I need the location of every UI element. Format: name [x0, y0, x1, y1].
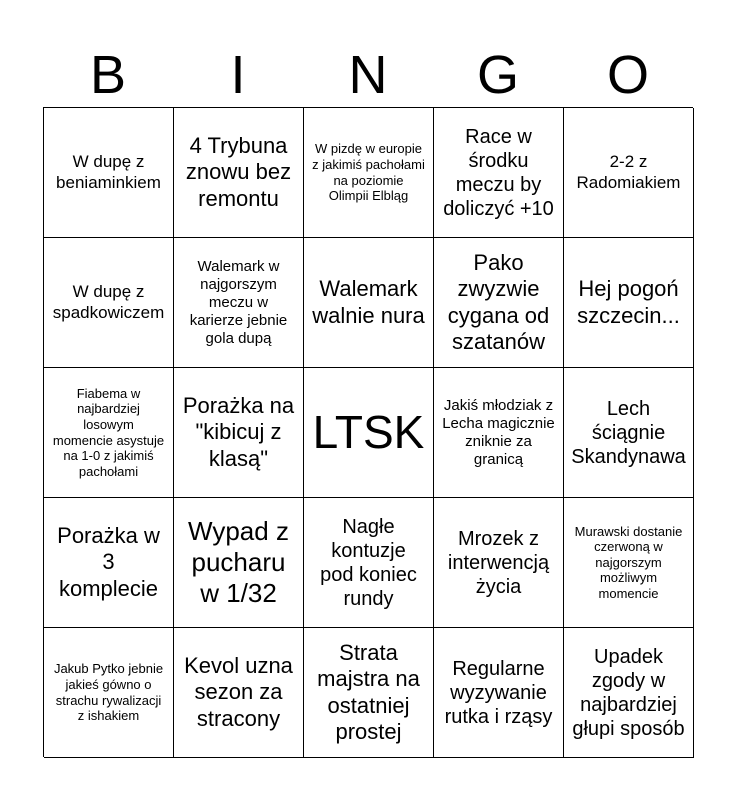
cell-text: Jakub Pytko jebnie jakieś gówno o strachu rywalizacji z ishakiem	[53, 661, 164, 724]
bingo-title	[43, 44, 693, 106]
cell-text: 2-2 z Radomiakiem	[576, 152, 681, 192]
cell-text: Porażka w 3 komplecie	[57, 522, 160, 601]
bingo-cell[interactable]	[174, 368, 304, 498]
cell-text: Porażka na "kibicuj z klasą"	[182, 392, 295, 471]
cell-text: Pako zwyzwie cygana od szatanów	[447, 249, 550, 354]
cell-text: Race w środku meczu by doliczyć +10	[443, 125, 554, 220]
cell-text: 4 Trybuna znowu bez remontu	[185, 132, 292, 211]
bingo-cell[interactable]	[564, 238, 694, 368]
title-letter-g: G	[476, 45, 519, 105]
bingo-cell[interactable]	[434, 368, 564, 498]
bingo-cell[interactable]	[304, 498, 434, 628]
cell-text: Upadek zgody w najbardziej głupi sposób	[572, 645, 685, 740]
bingo-cell[interactable]	[304, 108, 434, 238]
cell-text: Murawski dostanie czerwoną w najgorszym możliwym momencie	[574, 523, 683, 601]
bingo-cell[interactable]	[564, 628, 694, 758]
cell-text: Walemark w najgorszym meczu w karierze jebnie gola dupą	[189, 257, 288, 347]
bingo-cell[interactable]	[434, 238, 564, 368]
bingo-cell[interactable]	[44, 238, 174, 368]
bingo-cell[interactable]	[564, 498, 694, 628]
cell-text: Kevol uzna sezon za stracony	[184, 652, 293, 731]
bingo-cell[interactable]	[44, 108, 174, 238]
cell-text: Fiabema w najbardziej losowym momencie asystuje na 1-0 z jakimiś pachołami	[52, 385, 165, 479]
cell-text: Walemark walnie nura	[312, 276, 425, 328]
title-letter-o: O	[606, 45, 649, 105]
title-letter-n: N	[348, 45, 388, 105]
bingo-cell[interactable]	[564, 108, 694, 238]
bingo-cell[interactable]	[304, 238, 434, 368]
bingo-cell[interactable]	[174, 108, 304, 238]
bingo-free-cell[interactable]	[304, 368, 434, 498]
bingo-cell[interactable]	[434, 628, 564, 758]
bingo-cell[interactable]	[44, 628, 174, 758]
cell-text: Strata majstra na ostatniej prostej	[317, 639, 420, 744]
bingo-cell[interactable]	[564, 368, 694, 498]
cell-text: W pizdę w europie z jakimiś pachołami na poziomie Olimpii Elbląg	[312, 141, 425, 204]
cell-text: W dupę z spadkowiczem	[52, 282, 165, 322]
cell-text: Lech ściągnie Skandynawa	[571, 397, 686, 468]
cell-text: Nagłe kontuzje pod koniec rundy	[320, 515, 417, 610]
cell-text: Hej pogoń szczecin...	[577, 276, 680, 328]
cell-text: Jakiś młodziak z Lecha magicznie zniknie za granicą	[442, 396, 555, 468]
cell-text: W dupę z beniaminkiem	[56, 152, 161, 192]
cell-text: Wypad z pucharu w 1/32	[188, 515, 289, 609]
bingo-cell[interactable]	[434, 108, 564, 238]
bingo-cell[interactable]	[174, 498, 304, 628]
bingo-cell[interactable]	[174, 628, 304, 758]
free-cell-text: LTSK	[312, 405, 425, 458]
bingo-cell[interactable]	[44, 498, 174, 628]
bingo-cell[interactable]	[44, 368, 174, 498]
cell-text: Mrozek z interwencją życia	[447, 527, 550, 598]
bingo-cell[interactable]	[174, 238, 304, 368]
bingo-cell[interactable]	[304, 628, 434, 758]
cell-text: Regularne wyzywanie rutka i rząsy	[444, 657, 553, 728]
title-letter-b: B	[89, 45, 127, 105]
bingo-board	[43, 107, 693, 757]
bingo-cell[interactable]	[434, 498, 564, 628]
title-letter-i: I	[230, 45, 246, 105]
